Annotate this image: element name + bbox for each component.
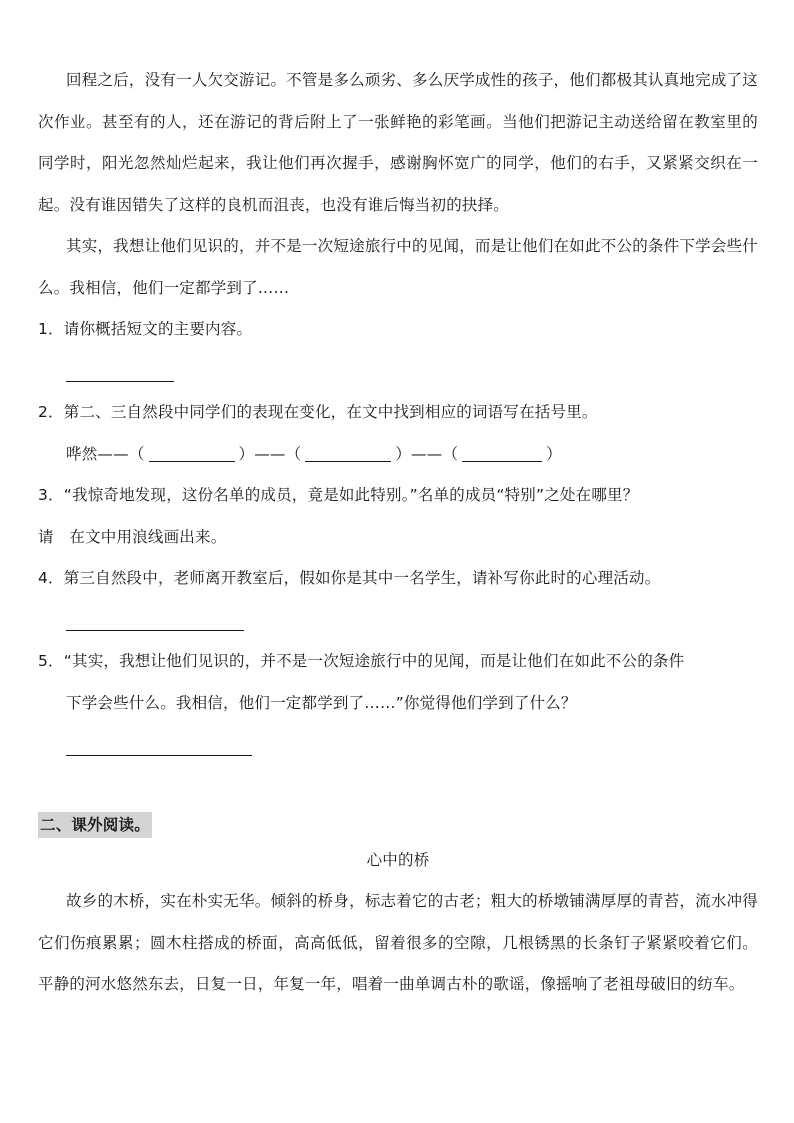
chain-close-paren: ）: [395, 444, 412, 463]
question-5: 5．“其实，我想让他们见识的，并不是一次短途旅行中的见闻，而是让他们在如此不公的条件: [38, 652, 685, 670]
chain-open-paren: （: [128, 444, 145, 463]
answer-slot-1[interactable]: [149, 445, 235, 462]
chain-dash: ——: [97, 444, 129, 463]
question-1: 1．请你概括短文的主要内容。: [38, 320, 253, 338]
answer-slot-3[interactable]: [462, 445, 542, 462]
passage-paragraph: 回程之后，没有一人欠交游记。不管是多么顽劣、多么厌学成性的孩子，他们都极其认真地完成了这次作业。甚至有的人，还在游记的背后附上了一张鲜艳的彩笔画。当他们把游记主动送给留在教室里的同学时，阳光忽然灿烂起来，我让他们再次握手，感谢胸怀宽广的同学，他们的右手，又紧紧交织在一起。没有谁因错失了这样的良机而沮丧，也没有谁后悔当初的抉择。: [38, 71, 758, 214]
passage-paragraph: 其实，我想让他们见识的，并不是一次短途旅行中的见闻，而是让他们在如此不公的条件下学会些什么。我相信，他们一定都学到了……: [38, 237, 758, 297]
chain-dash: ——: [411, 444, 443, 463]
article-paragraph: 故乡的木桥，实在朴实无华。倾斜的桥身，标志着它的古老；粗大的桥墩铺满厚厚的青苔，流水冲得它们伤痕累累；圆木柱搭成的桥面，高高低低，留着很多的空隙，几根锈黑的长条钉子紧紧咬着它们。平静的河水悠然东去，日复一日，年复一年，唱着一曲单调古朴的歌谣，像摇响了老祖母破旧的纺车。: [38, 892, 758, 993]
answer-slot-2[interactable]: [305, 445, 391, 462]
question-3: 3．“我惊奇地发现，这份名单的成员，竟是如此特别。”名单的成员“特别”之处在哪里？: [38, 486, 639, 504]
chain-start-word: 哗然: [66, 444, 98, 463]
question-2: 2．第二、三自然段中同学们的表现在变化，在文中找到相应的词语写在括号里。: [38, 403, 598, 421]
answer-line-q1[interactable]: [66, 351, 758, 393]
question-4: 4．第三自然段中，老师离开教室后，假如你是其中一名学生，请补写你此时的心理活动。: [38, 569, 661, 587]
answer-line-q4[interactable]: [66, 600, 758, 642]
chain-close-paren: ）: [238, 444, 255, 463]
answer-line-q5[interactable]: [66, 724, 758, 766]
section-heading: 二、课外阅读。: [38, 812, 152, 838]
chain-open-paren: （: [285, 444, 302, 463]
word-chain-q2: [38, 434, 758, 476]
question-3-continuation: 请 在文中用浪线画出来。: [38, 527, 227, 546]
chain-open-paren: （: [442, 444, 459, 463]
chain-close-paren: ）: [546, 444, 562, 463]
chain-dash: ——: [254, 444, 286, 463]
question-5-continuation: 下学会些什么。我相信，他们一定都学到了……”你觉得他们学到了什么？: [66, 693, 577, 712]
worksheet-page: [38, 60, 758, 1006]
article-title: 心中的桥: [366, 850, 430, 869]
